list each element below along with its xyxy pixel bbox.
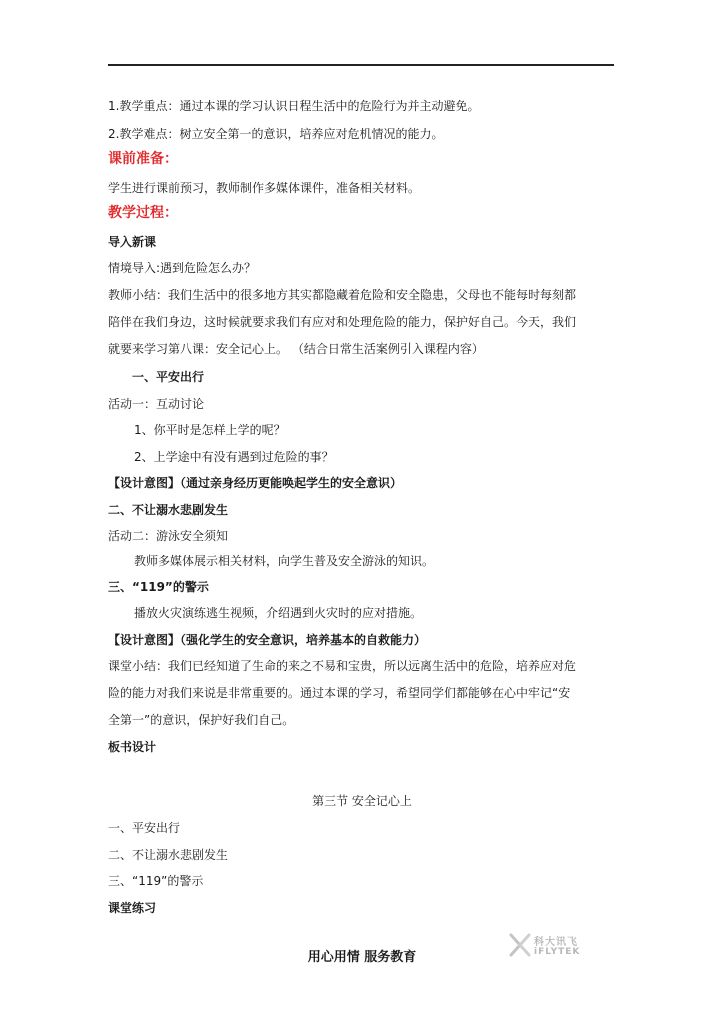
board-item-three: 三、“119”的警示 (108, 874, 204, 888)
activity-two-text: 教师多媒体展示相关材料，向学生普及安全游泳的知识。 (134, 554, 435, 568)
activity-two: 活动二：游泳安全须知 (108, 529, 229, 543)
scenario-intro: 情境导入:遇到危险怎么办？ (108, 261, 257, 275)
heading-safe-travel: 一、平安出行 (132, 370, 205, 384)
heading-drowning: 二、不让溺水悲剧发生 (108, 503, 229, 517)
preparation-text: 学生进行课前预习，教师制作多媒体课件，准备相关材料。 (108, 181, 421, 195)
class-summary-line3: 全第一”的意识，保护好我们自己。 (108, 713, 295, 727)
activity-one: 活动一：互动讨论 (108, 397, 205, 411)
heading-119: 三、“119”的警示 (108, 580, 209, 594)
heading-class-practice: 课堂练习 (108, 901, 157, 915)
design-intent-two: 【设计意图】（强化学生的安全意识，培养基本的自救能力） (108, 633, 427, 647)
question-two: 2、上学途中有没有遇到过危险的事？ (134, 450, 334, 464)
board-item-one: 一、平安出行 (108, 821, 181, 835)
board-item-two: 二、不让溺水悲剧发生 (108, 848, 229, 862)
header-rule (108, 64, 614, 66)
class-summary-line1: 课堂小结：我们已经知道了生命的来之不易和宝贵，所以远离生活中的危险，培养应对危 (108, 659, 577, 673)
question-one: 1、你平时是怎样上学的呢？ (134, 423, 286, 437)
board-title: 第三节 安全记心上 (312, 794, 412, 808)
logo-chinese-text: 科大讯飞 (534, 937, 578, 948)
class-summary-line2: 险的能力对我们来说是非常重要的。通过本课的学习，希望同学们都能够在心中牢记“安 (108, 686, 571, 700)
subheading-intro: 导入新课 (108, 235, 157, 249)
section-heading-preparation: 课前准备： (108, 151, 178, 167)
section-heading-process: 教学过程： (108, 205, 178, 221)
teacher-summary-line2: 陪伴在我们身边，这时候就要求我们有应对和处理危险的能力，保护好自己。今天，我们 (108, 315, 577, 329)
teaching-difficulty: 2.教学难点：树立安全第一的意识，培养应对危机情况的能力。 (108, 127, 444, 141)
heading-board-design: 板书设计 (108, 740, 157, 754)
teacher-summary-line3: 就要来学习第八课：安全记心上。 （结合日常生活案例引入课程内容） (108, 342, 484, 356)
logo-english-text: iFLYTEK (534, 947, 581, 957)
teacher-summary-line1: 教师小结：我们生活中的很多地方其实都隐藏着危险和安全隐患，父母也不能每时每刻都 (108, 288, 577, 302)
teaching-focus: 1.教学重点：通过本课的学习认识日程生活中的危险行为并主动避免。 (108, 99, 480, 113)
design-intent-one: 【设计意图】（通过亲身经历更能唤起学生的安全意识） (108, 476, 403, 490)
fire-drill-text: 播放火灾演练逃生视频，介绍遇到火灾时的应对措施。 (134, 606, 423, 620)
footer-slogan: 用心用情 服务教育 (307, 950, 417, 965)
